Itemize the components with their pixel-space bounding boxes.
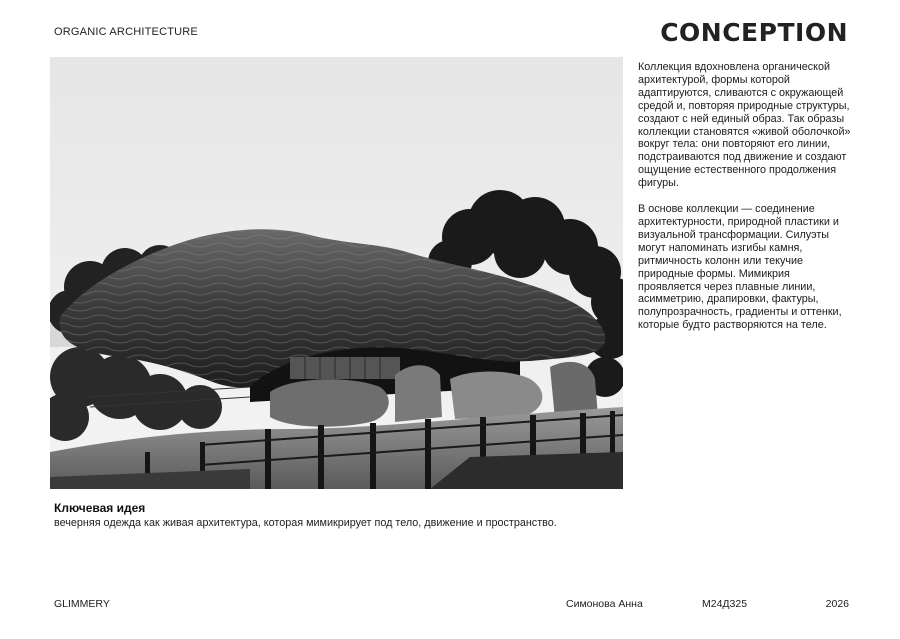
footer-code: М24Д325 [702,598,748,610]
section-label: ORGANIC ARCHITECTURE [54,26,198,38]
page-title: CONCEPTION [660,18,848,47]
key-idea-title: Ключевая идея [54,501,146,515]
description-column [638,61,852,345]
footer-brand: GLIMMERY [54,598,110,610]
key-idea-text: вечерняя одежда как живая архитектура, которая мимикрирует под тело, движение и пространство. [54,517,557,529]
architecture-photo [50,57,623,489]
footer-author: Симонова Анна [566,598,643,610]
description-paragraph-1: Коллекция вдохновлена органической архитектурой, формы которой адаптируются, сливаются с окружающей средой и, повторяя природные структуры, создают с ней единый образ. Так образы коллекции становятся «живой оболочкой» вокруг тела: они повторяют его линии, подстраиваются под движение и создают ощущение естественного продолжения фигуры. [638,61,851,190]
footer-year: 2026 [825,598,849,610]
description-paragraph-2: В основе коллекции — соединение архитектурности, природной пластики и визуальной трансформации. Силуэты могут напоминать изгибы камня, ритмичность колонн или текучие природные формы. Мимикрия проявляется через плавные линии, асимметрию, драпировки, фактуры, полупрозрачность, градиенты и оттенки, которые будто растворяются на теле. [638,203,842,332]
